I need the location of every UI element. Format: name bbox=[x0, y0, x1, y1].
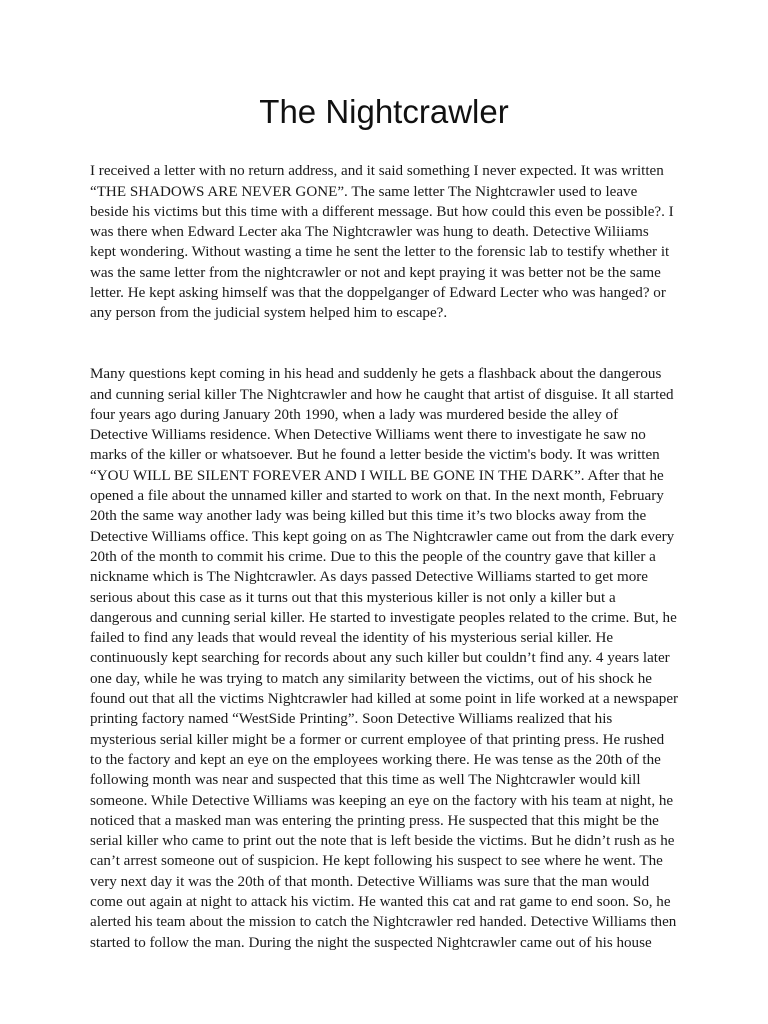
paragraph-1: I received a letter with no return address, and it said something I never expected. It was written “THE SHADOWS ARE NEVER GONE”. The same letter The Nightcrawler used to leave beside his victims but this time with a different message. But how could this even be possible?. I was there when Edward Lecter aka The Nightcrawler was hung to death. Detective Wiliiams kept wondering. Without wasting a time he sent the letter to the forensic lab to testify whether it was the same letter from the nightcrawler or not and kept praying it was better not be the same letter. He kept asking himself was that the doppelganger of Edward Lecter who was hanged? or any person from the judicial system helped him to escape?. bbox=[90, 163, 674, 322]
document-title: The Nightcrawler bbox=[259, 93, 509, 130]
document-body bbox=[90, 141, 690, 973]
paragraph-2: Many questions kept coming in his head and suddenly he gets a flashback about the dangerous and cunning serial killer The Nightcrawler and how he caught that artist of disguise. It all started four years ago during January 20th 1990, when a lady was murdered beside the alley of Detective Williams residence. When Detective Williams went there to investigate he saw no marks of the killer or whatsoever. But he found a letter beside the victim's body. It was written “YOU WILL BE SILENT FOREVER AND I WILL BE GONE IN THE DARK”. After that he opened a file about the unnamed killer and started to work on that. In the next month, February 20th the same way another lady was being killed but this time it’s two blocks away from the Detective Williams office. This kept going on as The Nightcrawler came out from the dark every 20th of the month to commit his crime. Due to this the people of the country gave that killer a nickname which is The Nightcrawler. As days passed Detective Williams started to get more serious about this case as it turns out that this mysterious killer is not only a killer but a dangerous and cunning serial killer. He started to investigate peoples related to the crime. But, he failed to find any leads that would reveal the identity of his mysterious serial killer. He continuously kept searching for records about any such killer but couldn’t find any. 4 years later one day, while he was trying to match any similarity between the victims, out of his shock he found out that all the victims Nightcrawler had killed at some point in life worked at a newspaper printing factory named “WestSide Printing”. Soon Detective Williams realized that his mysterious serial killer might be a former or current employee of that printing press. He rushed to the factory and kept an eye on the employees working there. He was tense as the 20th of the following month was near and suspected that this time as well The Nightcrawler would kill someone. While Detective Williams was keeping an eye on the factory with his team at night, he noticed that a masked man was entering the printing press. He suspected that this might be the serial killer who came to print out the note that is left beside the victims. But he didn’t rush as he can’t arrest someone out of suspicion. He kept following his suspect to see where he went. The very next day it was the 20th of that month. Detective Williams was sure that the man would come out again at night to attack his victim. He wanted this cat and rat game to end soon. So, he alerted his team about the mission to catch the Nightcrawler red handed. Detective Williams then started to follow the man. During the night the suspected Nightcrawler came out of his house bbox=[90, 366, 679, 951]
